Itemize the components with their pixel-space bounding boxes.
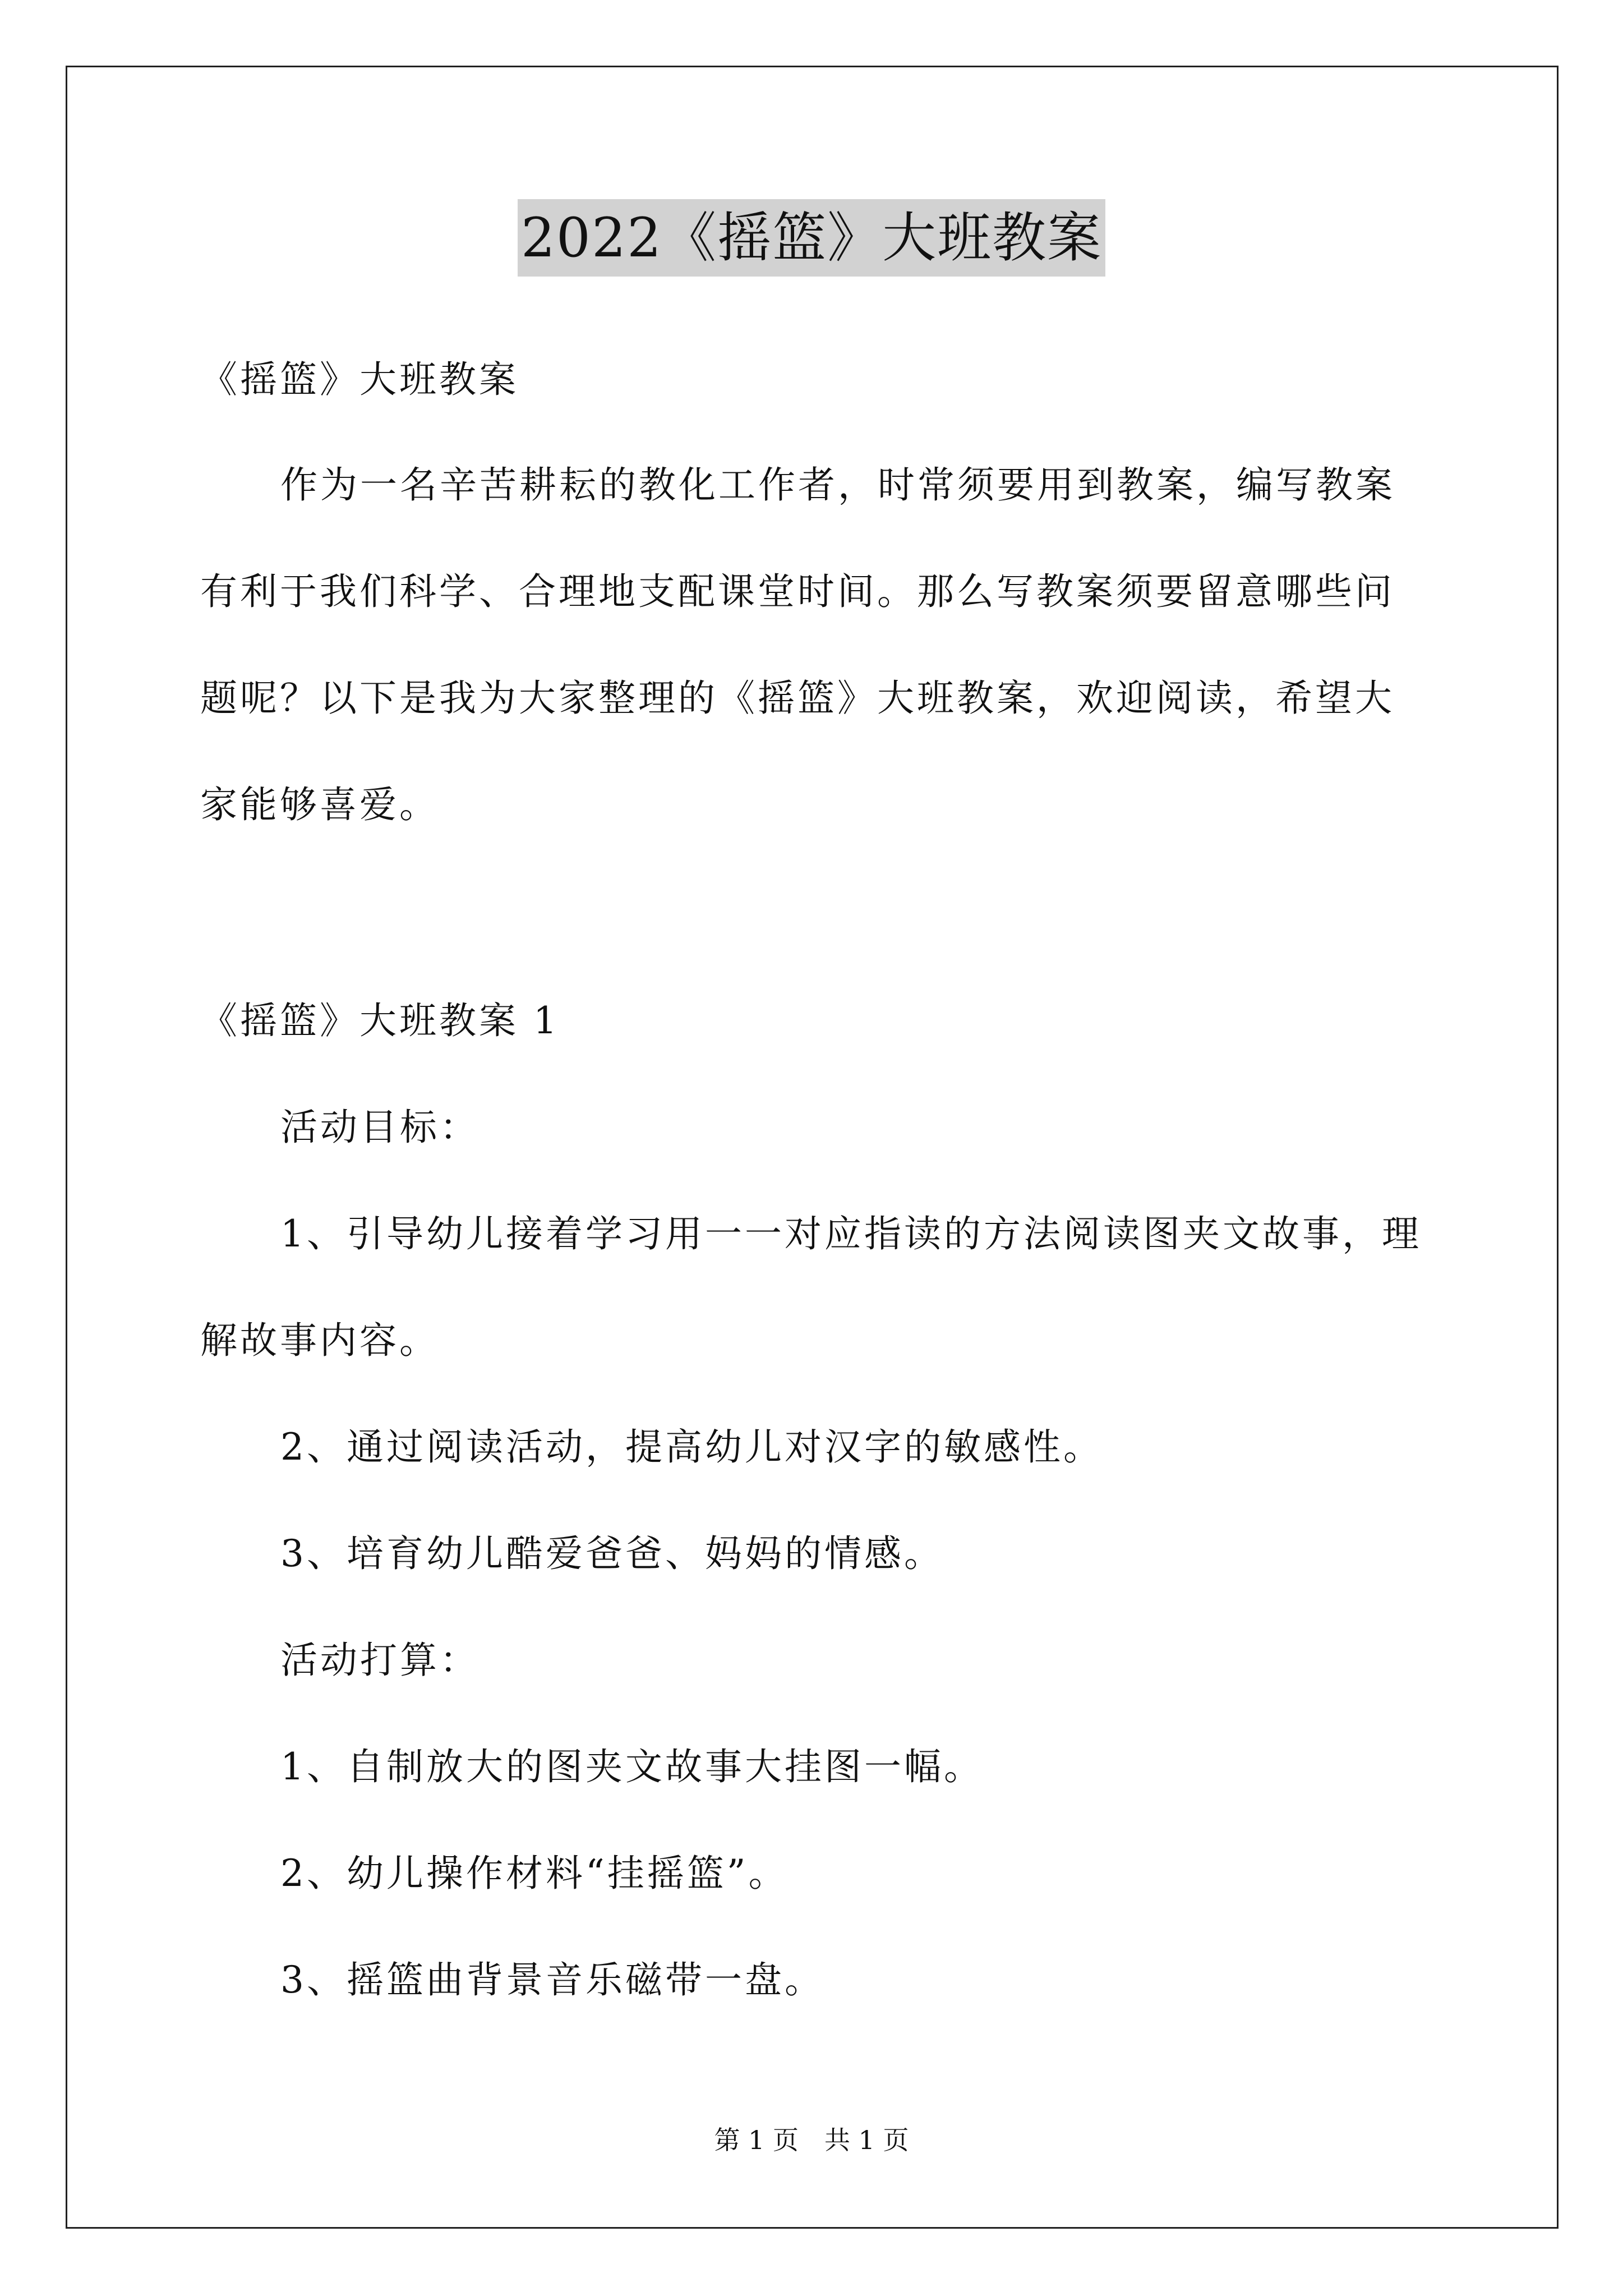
goal-item: 2、通过阅读活动，提高幼儿对汉字的敏感性。 xyxy=(280,1425,1103,1469)
goals-heading: 活动目标： xyxy=(280,1106,479,1149)
intro-line: 作为一名辛苦耕耘的教化工作者，时常须要用到教案，编写教案 xyxy=(280,463,1395,507)
document-title: 2022《摇篮》大班教案 xyxy=(518,199,1105,277)
prep-item: 2、幼儿操作材料“挂摇篮”。 xyxy=(280,1852,789,1895)
title-container xyxy=(0,199,1623,277)
section-title: 《摇篮》大班教案 1 xyxy=(200,999,560,1042)
prep-heading: 活动打算： xyxy=(280,1639,479,1682)
intro-line: 有利于我们科学、合理地支配课堂时间。那么写教案须要留意哪些问 xyxy=(200,570,1395,613)
goal-item-continuation: 解故事内容。 xyxy=(200,1319,439,1362)
goal-item: 3、培育幼儿酷爱爸爸、妈妈的情感。 xyxy=(280,1532,944,1575)
page-footer: 第 1 页 共 1 页 xyxy=(714,2125,909,2155)
prep-item: 3、摇篮曲背景音乐磁带一盘。 xyxy=(280,1958,824,2001)
prep-item: 1、自制放大的图夹文故事大挂图一幅。 xyxy=(280,1745,984,1788)
document-subtitle: 《摇篮》大班教案 xyxy=(200,358,519,401)
intro-line: 家能够喜爱。 xyxy=(200,783,439,826)
goal-item: 1、引导幼儿接着学习用一一对应指读的方法阅读图夹文故事，理 xyxy=(280,1212,1422,1255)
intro-line: 题呢？以下是我为大家整理的《摇篮》大班教案，欢迎阅读，希望大 xyxy=(200,677,1395,720)
